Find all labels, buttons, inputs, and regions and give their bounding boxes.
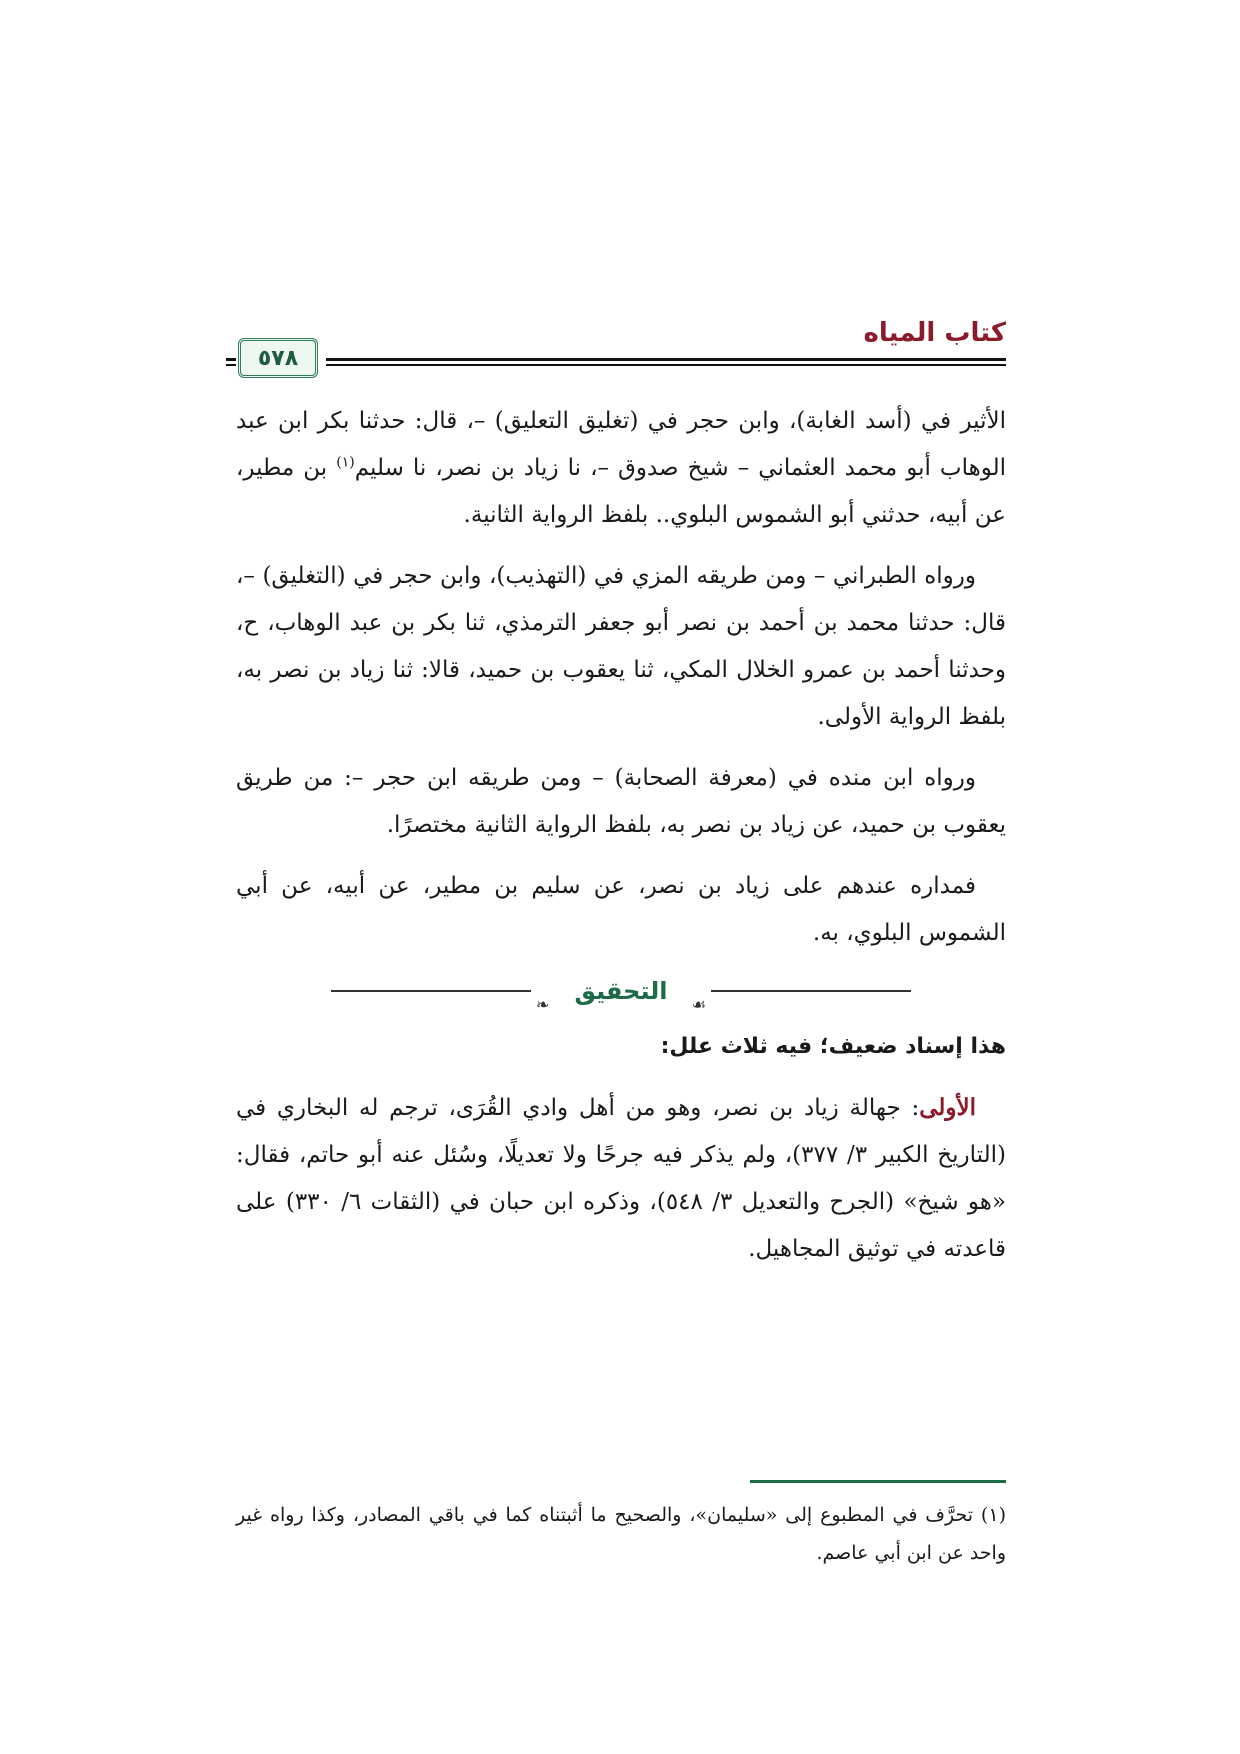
book-title: كتاب المياه bbox=[863, 318, 1006, 348]
page-body bbox=[236, 398, 1006, 1287]
ornament-icon: ☙ bbox=[691, 995, 706, 1014]
header-rule-bottom bbox=[326, 364, 1006, 366]
ornament-icon: ❧ bbox=[536, 995, 550, 1014]
paragraph-1 bbox=[236, 398, 1006, 539]
point-label: الأولى bbox=[919, 1094, 976, 1121]
paragraph-2: ورواه الطبراني – ومن طريقه المزي في (التهذيب)، وابن حجر في (التغليق) –، قال: حدثنا محمد بن أحمد بن نصر أبو جعفر الترمذي، ثنا بكر بن عبد الوهاب، ح، وحدثنا أحمد بن عمرو الخلال المكي، ثنا يعقوب بن حميد، قالا: ثنا زياد بن نصر به، بلفظ الرواية الأولى. bbox=[236, 563, 1006, 730]
page-header bbox=[226, 318, 1006, 378]
section-intro: هذا إسناد ضعيف؛ فيه ثلاث علل: bbox=[660, 1034, 1006, 1059]
paragraph-5 bbox=[236, 1084, 1006, 1273]
header-rule-left-bottom bbox=[226, 364, 236, 366]
footnote-ref-1[interactable]: (١) bbox=[336, 454, 355, 471]
section-heading: التحقيق bbox=[574, 977, 668, 1005]
page-number: ٥٧٨ bbox=[257, 345, 299, 371]
header-rule-top bbox=[326, 358, 1006, 361]
paragraph-1-continuation: بن مطير، عن أبيه، حدثني أبو الشموس البلوي.. بلفظ الرواية الثانية. bbox=[236, 455, 1006, 528]
page-number-badge bbox=[238, 338, 318, 378]
footnote-separator bbox=[750, 1480, 1006, 1483]
paragraph-4: فمداره عندهم على زياد بن نصر، عن سليم بن مطير، عن أبيه، عن أبي الشموس البلوي، به. bbox=[236, 873, 1006, 946]
paragraph-5-text: : جهالة زياد بن نصر، وهو من أهل وادي القُرَى، ترجم له البخاري في (التاريخ الكبير ٣/ ٣٧٧)، ولم يذكر فيه جرحًا ولا تعديلًا، وسُئل عنه أبو حاتم، فقال: «هو شيخ» (الجرح والتعديل ٣/ ٥٤٨)، وذكره ابن حبان في (الثقات ٦/ ٣٣٠) على قاعدته في توثيق المجاهيل. bbox=[236, 1095, 1007, 1262]
section-divider bbox=[236, 971, 1006, 1014]
header-rule-left-top bbox=[226, 358, 236, 361]
paragraph-3: ورواه ابن منده في (معرفة الصحابة) – ومن طريقه ابن حجر –: من طريق يعقوب بن حميد، عن زياد بن نصر به، بلفظ الرواية الثانية مختصرًا. bbox=[236, 765, 1006, 838]
footnote: (١) تحرَّف في المطبوع إلى «سليمان»، والصحيح ما أثبتناه كما في باقي المصادر، وكذا رواه غير واحد عن ابن أبي عاصم. bbox=[236, 1504, 1006, 1564]
paragraph-1-text: الأثير في (أسد الغابة)، وابن حجر في (تغليق التعليق) –، قال: حدثنا بكر ابن عبد الوهاب أبو محمد العثماني – شيخ صدوق –، نا زياد بن نصر، نا سليم bbox=[236, 408, 1007, 481]
